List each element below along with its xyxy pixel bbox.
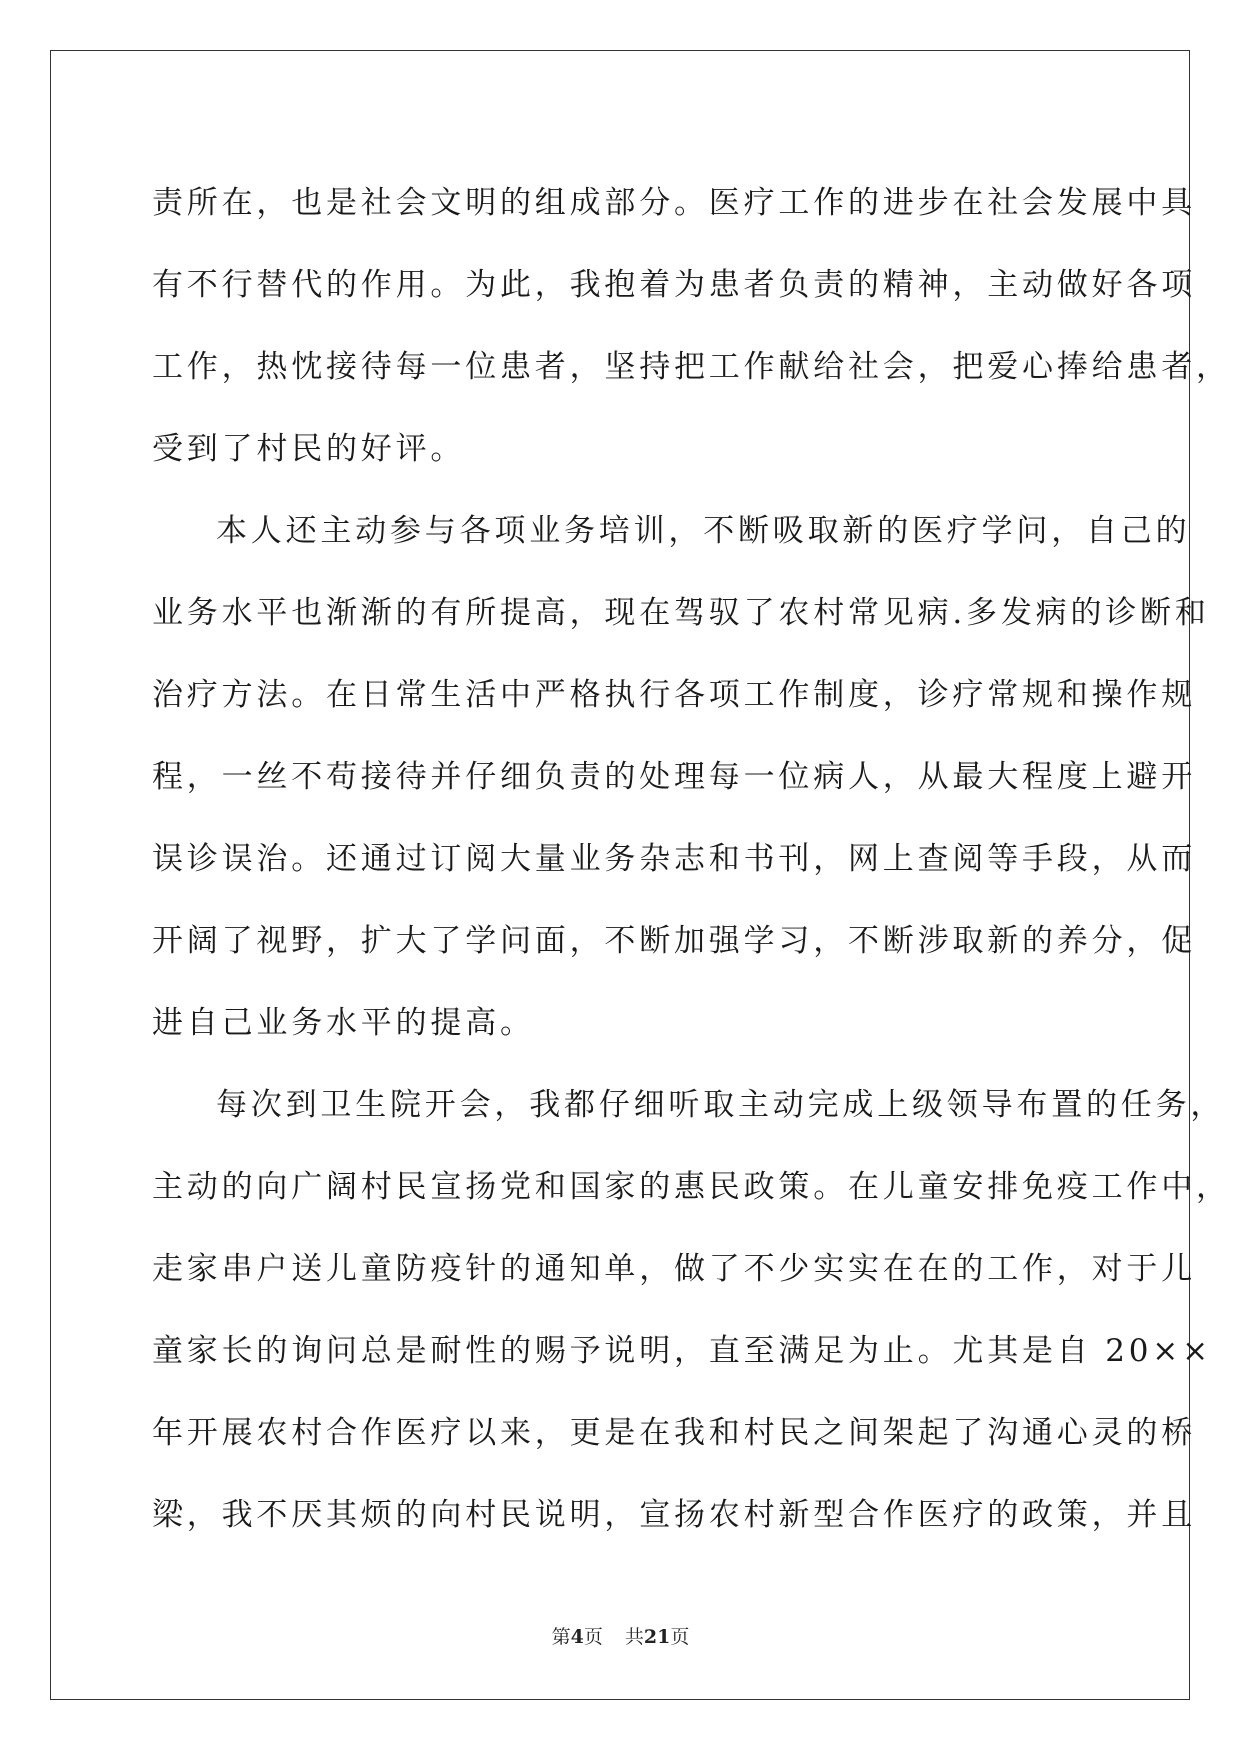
text-line: 程，一丝不苟接待并仔细负责的处理每一位病人，从最大程度上避开 xyxy=(152,759,1196,795)
text-line: 误诊误治。还通过订阅大量业务杂志和书刊，网上查阅等手段，从而 xyxy=(152,841,1196,877)
text-line: 治疗方法。在日常生活中严格执行各项工作制度，诊疗常规和操作规 xyxy=(152,677,1196,713)
text-line: 业务水平也渐渐的有所提高，现在驾驭了农村常见病.多发病的诊断和 xyxy=(152,595,1210,631)
text-line: 开阔了视野，扩大了学问面，不断加强学习，不断涉取新的养分，促 xyxy=(152,923,1196,959)
paragraph-first-line: 每次到卫生院开会，我都仔细听取主动完成上级领导布置的任务， xyxy=(216,1087,1226,1123)
text-line: 童家长的询问总是耐性的赐予说明，直至满足为止。尤其是自 20×× xyxy=(152,1333,1212,1369)
text-line: 主动的向广阔村民宣扬党和国家的惠民政策。在儿童安排免疫工作中， xyxy=(152,1169,1231,1205)
page-suffix: 页 xyxy=(583,1626,603,1648)
text-line: 工作，热忱接待每一位患者，坚持把工作献给社会，把爱心捧给患者， xyxy=(152,349,1231,385)
total-prefix: 共 xyxy=(624,1626,644,1648)
text-line: 梁，我不厌其烦的向村民说明，宣扬农村新型合作医疗的政策，并且 xyxy=(152,1497,1196,1533)
text-line: 责所在，也是社会文明的组成部分。医疗工作的进步在社会发展中具 xyxy=(152,185,1196,221)
page-number: 4 xyxy=(570,1626,584,1648)
text-line: 年开展农村合作医疗以来，更是在我和村民之间架起了沟通心灵的桥 xyxy=(152,1415,1196,1451)
text-line: 进自己业务水平的提高。 xyxy=(152,1005,535,1041)
total-suffix: 页 xyxy=(670,1626,690,1648)
page-footer xyxy=(0,1622,1241,1649)
page-prefix: 第 xyxy=(551,1626,571,1648)
document-body xyxy=(152,162,1231,1556)
text-line: 走家串户送儿童防疫针的通知单，做了不少实实在在的工作，对于儿 xyxy=(152,1251,1196,1287)
text-line: 受到了村民的好评。 xyxy=(152,431,466,467)
paragraph-first-line: 本人还主动参与各项业务培训，不断吸取新的医疗学问，自己的 xyxy=(216,513,1191,549)
total-pages: 21 xyxy=(643,1626,671,1648)
text-line: 有不行替代的作用。为此，我抱着为患者负责的精神，主动做好各项 xyxy=(152,267,1196,303)
